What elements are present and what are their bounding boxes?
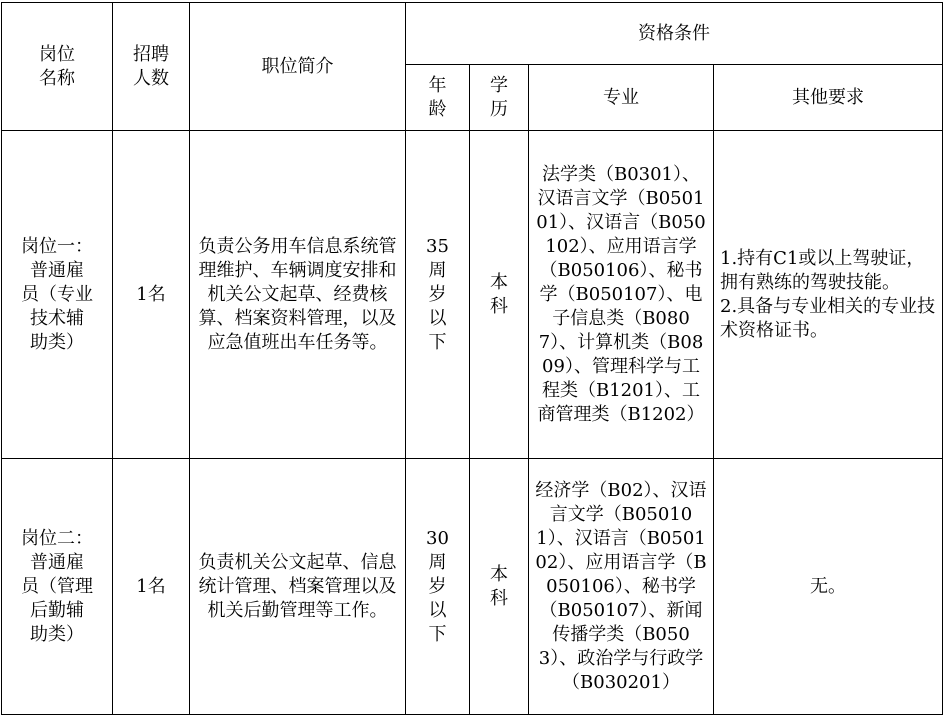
age-cell: 35 周 岁 以 下 — [406, 131, 470, 459]
header-hire-count: 招聘 人数 — [113, 3, 190, 131]
header-age: 年 龄 — [406, 65, 470, 131]
count-cell: 1名 — [113, 459, 190, 715]
intro-cell: 负责公务用车信息系统管理维护、车辆调度安排和机关公文起草、经费核算、档案资料管理，以及应急值班出车任务等。 — [190, 131, 406, 459]
header-row-top — [2, 3, 943, 65]
intro-cell: 负责机关公文起草、信息统计管理、档案管理以及机关后勤管理等工作。 — [190, 459, 406, 715]
major-cell: 经济学（B02）、汉语言文学（B050101）、汉语言（B050102）、应用语言学（B050106）、秘书学（B050107）、新闻传播学类（B0503）、政治学与行政学（B030201） — [529, 459, 714, 715]
other-cell: 无。 — [714, 459, 943, 715]
header-intro: 职位简介 — [190, 3, 406, 131]
education-cell: 本 科 — [470, 131, 529, 459]
table-row — [2, 131, 943, 459]
education-cell: 本 科 — [470, 459, 529, 715]
recruitment-table — [1, 2, 943, 715]
header-qualifications: 资格条件 — [406, 3, 943, 65]
table-row — [2, 459, 943, 715]
other-cell: 1.持有C1或以上驾驶证，拥有熟练的驾驶技能。 2.具备与专业相关的专业技术资格证书。 — [714, 131, 943, 459]
major-cell: 法学类（B0301）、汉语言文学（B050101）、汉语言（B050102）、应用语言学（B050106）、秘书学（B050107）、电子信息类（B0807）、计算机类（B0809）、管理科学与工程类（B1201）、工商管理类（B1202） — [529, 131, 714, 459]
header-post-name: 岗位 名称 — [2, 3, 113, 131]
post-cell: 岗位二： 普通雇 员（管理 后勤辅 助类） — [2, 459, 113, 715]
post-cell: 岗位一： 普通雇 员（专业 技术辅 助类） — [2, 131, 113, 459]
header-other: 其他要求 — [714, 65, 943, 131]
header-major: 专业 — [529, 65, 714, 131]
count-cell: 1名 — [113, 131, 190, 459]
age-cell: 30 周 岁 以 下 — [406, 459, 470, 715]
header-education: 学 历 — [470, 65, 529, 131]
